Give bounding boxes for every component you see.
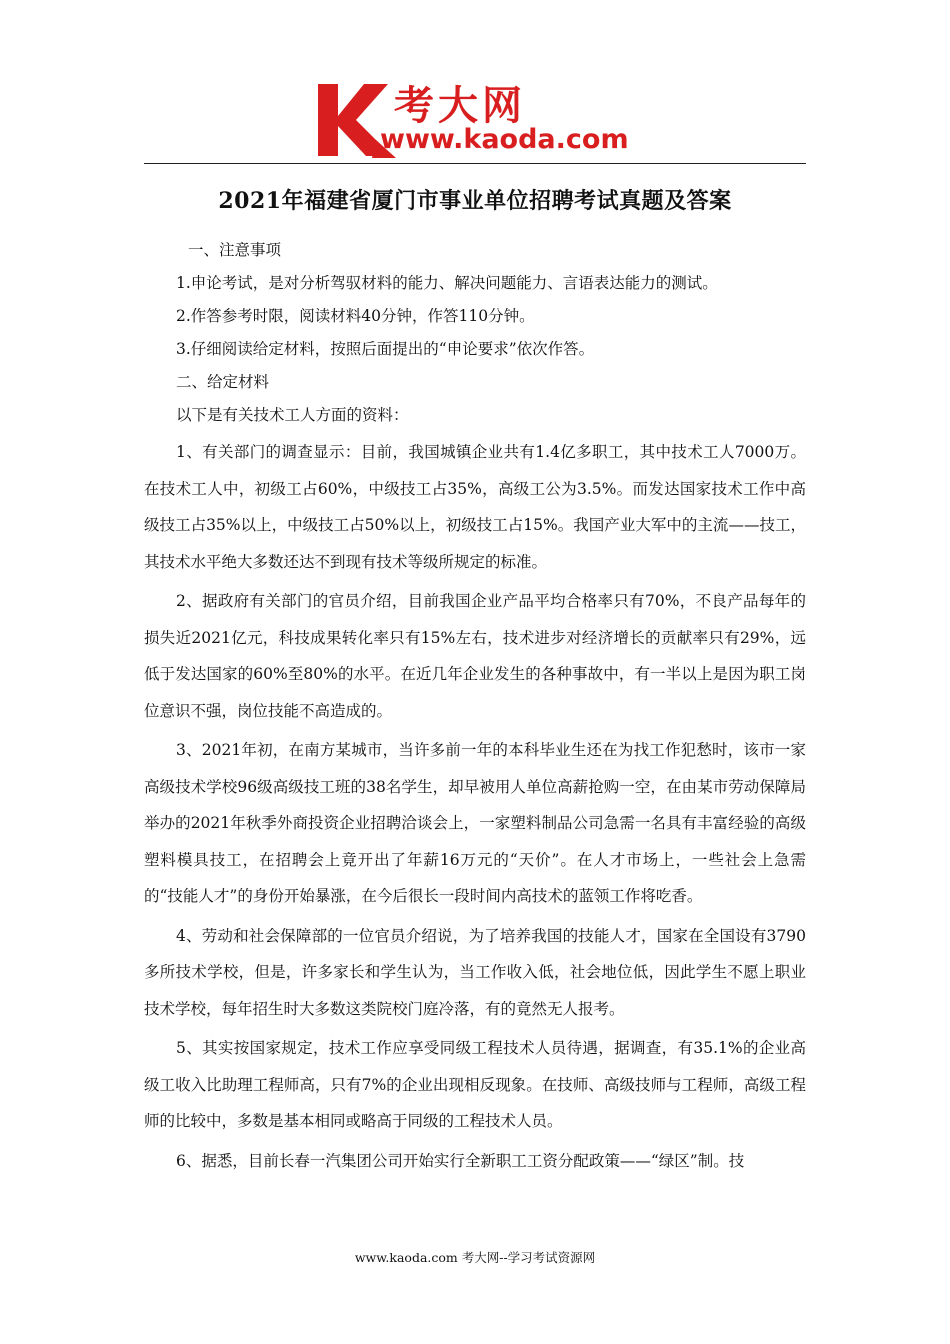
notice-item: 1.申论考试，是对分析驾驭材料的能力、解决问题能力、言语表达能力的测试。 <box>176 274 718 292</box>
logo-url: www.kaoda.com <box>380 124 629 155</box>
logo-name: 考大网 <box>394 83 526 129</box>
header-divider <box>144 163 806 164</box>
section-heading: 一、注意事项 <box>188 241 282 259</box>
notice-item: 3.仔细阅读给定材料，按照后面提出的“申论要求”依次作答。 <box>176 340 595 358</box>
material-paragraph: 1、有关部门的调查显示：目前，我国城镇企业共有1.4亿多职工，其中技术工人7000万。在技术工人中，初级工占60%，中级技工占35%，高级工公为3.5%。而发达国家技术工作中高级技工占35%以上，中级技工占50%以上，初级技工占15%。我国产业大军中的主流——技工，其技术水平绝大多数还达不到现有技术等级所规定的标准。 <box>144 443 806 571</box>
page-footer: www.kaoda.com 考大网--学习考试资源网 <box>354 1250 596 1265</box>
section-heading: 二、给定材料 <box>176 373 270 391</box>
document-body <box>144 236 806 1182</box>
material-paragraph: 6、据悉，目前长春一汽集团公司开始实行全新职工工资分配政策——“绿区”制。技 <box>176 1151 745 1170</box>
notice-item: 2.作答参考时限，阅读材料40分钟，作答110分钟。 <box>176 307 535 325</box>
material-paragraph: 3、2021年初，在南方某城市，当许多前一年的本科毕业生还在为找工作犯愁时，该市一家高级技术学校96级高级技工班的38名学生，却早被用人单位高薪抢购一空，在由某市劳动保障局举办的2021年秋季外商投资企业招聘洽谈会上，一家塑料制品公司急需一名具有丰富经验的高级塑料模具技工，在招聘会上竟开出了年薪16万元的“天价”。在人才市场上，一些社会上急需的“技能人才”的身份开始暴涨，在今后很长一段时间内高技术的蓝领工作将吃香。 <box>144 741 806 905</box>
intro-line: 以下是有关技术工人方面的资料： <box>176 406 409 424</box>
material-paragraph: 2、据政府有关部门的官员介绍，目前我国企业产品平均合格率只有70%，不良产品每年的损失近2021亿元，科技成果转化率只有15%左右，技术进步对经济增长的贡献率只有29%，远低于发达国家的60%至80%的水平。在近几年企业发生的各种事故中，有一半以上是因为职工岗位意识不强，岗位技能不高造成的。 <box>144 592 806 720</box>
document-title: 2021年福建省厦门市事业单位招聘考试真题及答案 <box>218 188 732 214</box>
kaoda-logo <box>316 78 640 160</box>
material-paragraph: 5、其实按国家规定，技术工作应享受同级工程技术人员待遇，据调查，有35.1%的企业高级工收入比助理工程师高，只有7%的企业出现相反现象。在技师、高级技师与工程师，高级工程师的比较中，多数是基本相同或略高于同级的工程技术人员。 <box>144 1039 806 1130</box>
material-paragraph: 4、劳动和社会保障部的一位官员介绍说，为了培养我国的技能人才，国家在全国设有3790多所技术学校，但是，许多家长和学生认为，当工作收入低，社会地位低，因此学生不愿上职业技术学校，每年招生时大多数这类院校门庭冷落，有的竟然无人报考。 <box>144 926 806 1018</box>
